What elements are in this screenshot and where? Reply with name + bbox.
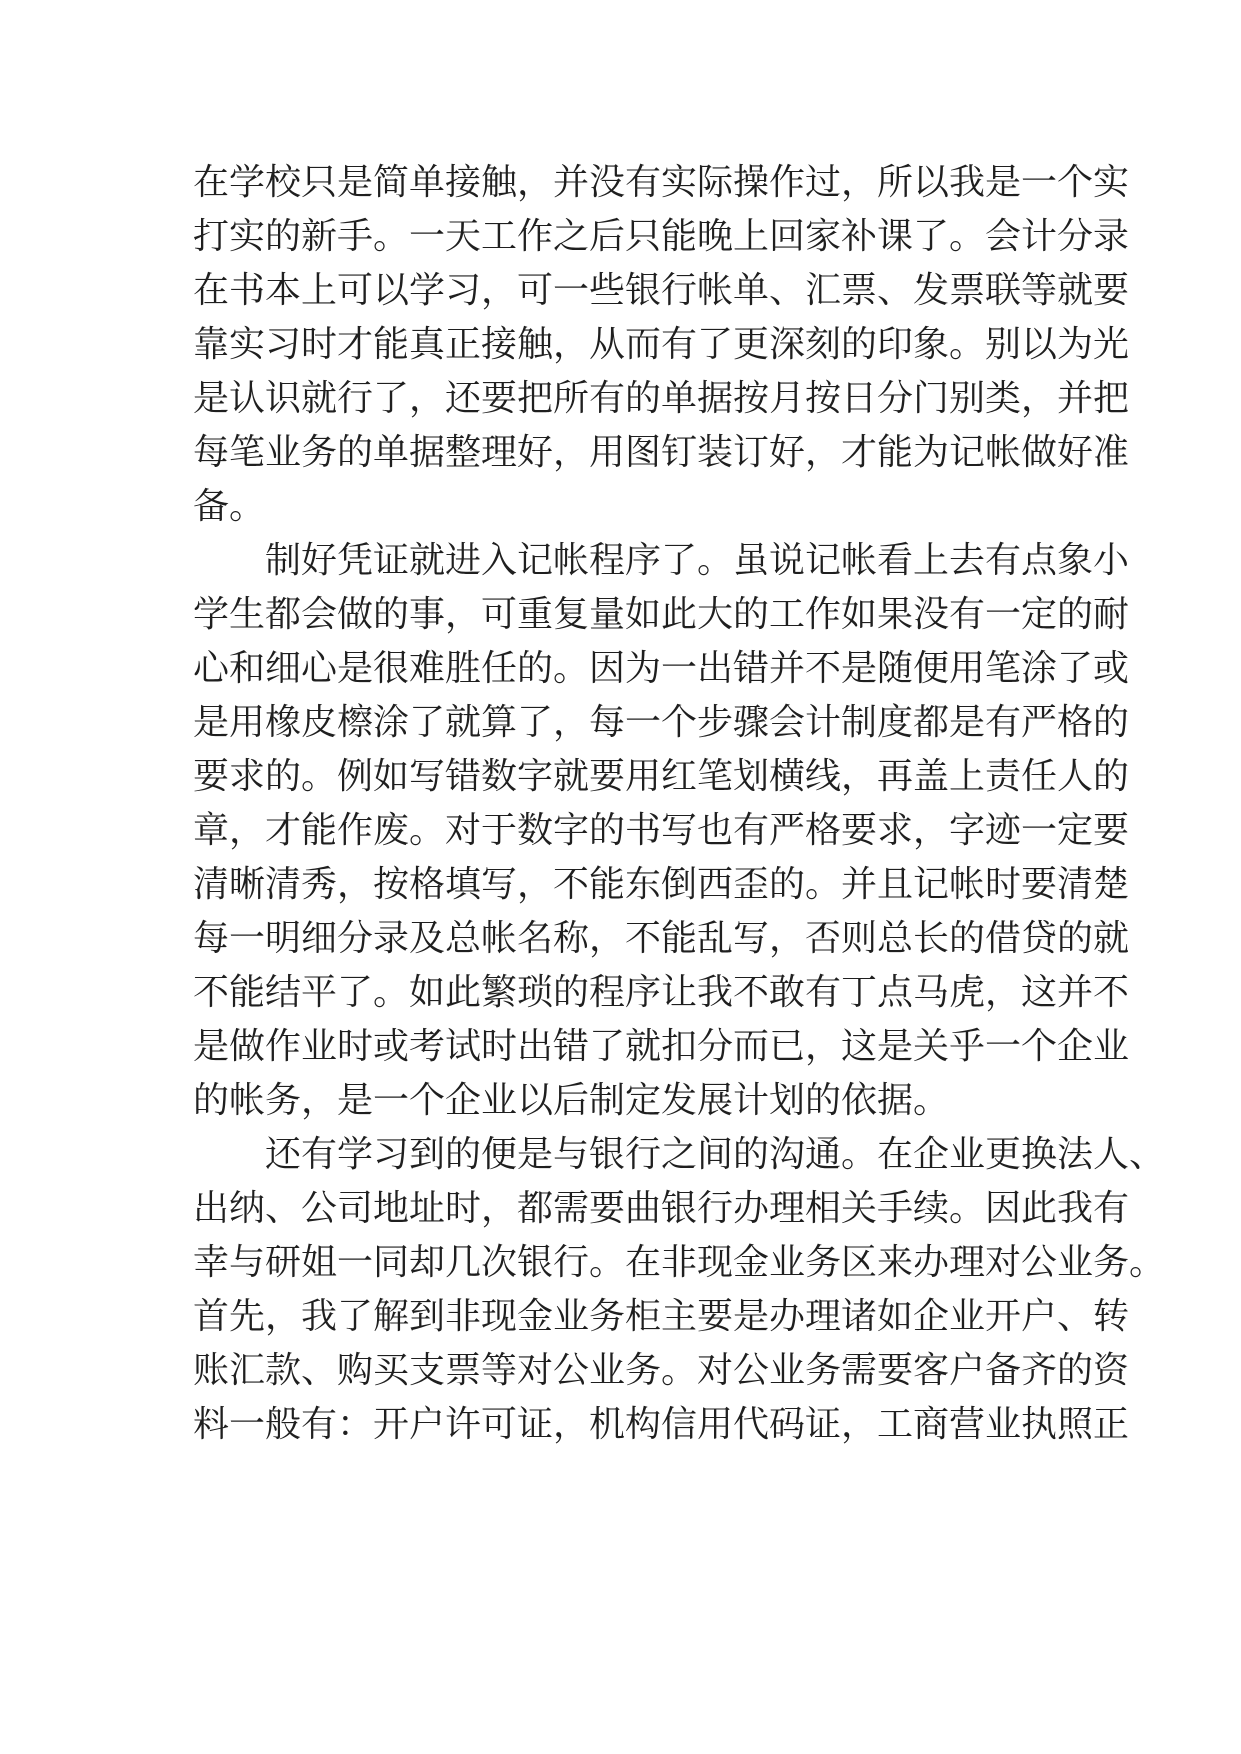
text-line: 每笔业务的单据整理好，用图钉装订好，才能为记帐做好准 — [193, 432, 1130, 473]
text-line: 账汇款、购买支票等对公业务。对公业务需要客户备齐的资 — [193, 1350, 1130, 1391]
text-line: 每一明细分录及总帐名称，不能乱写，否则总长的借贷的就 — [193, 918, 1130, 959]
text-line: 心和细心是很难胜任的。因为一出错并不是随便用笔涂了或 — [193, 648, 1130, 689]
document-body — [193, 156, 1166, 1452]
text-line: 是用橡皮檫涂了就算了，每一个步骤会计制度都是有严格的 — [193, 702, 1130, 743]
text-line: 料一般有：开户许可证，机构信用代码证，工商营业执照正 — [193, 1404, 1130, 1445]
text-line: 不能结平了。如此繁琐的程序让我不敢有丁点马虎，这并不 — [193, 972, 1130, 1013]
text-line: 制好凭证就进入记帐程序了。虽说记帐看上去有点象小 — [265, 540, 1130, 581]
text-line: 幸与研姐一同却几次银行。在非现金业务区来办理对公业务。 — [193, 1242, 1166, 1283]
text-line: 是做作业时或考试时出错了就扣分而已，这是关乎一个企业 — [193, 1026, 1130, 1067]
text-line: 在书本上可以学习，可一些银行帐单、汇票、发票联等就要 — [193, 270, 1130, 311]
text-line: 还有学习到的便是与银行之间的沟通。在企业更换法人、 — [265, 1134, 1166, 1175]
text-line: 学生都会做的事，可重复量如此大的工作如果没有一定的耐 — [193, 594, 1130, 635]
paragraph-1 — [193, 156, 1130, 534]
text-line: 章，才能作废。对于数字的书写也有严格要求，字迹一定要 — [193, 810, 1130, 851]
text-line: 是认识就行了，还要把所有的单据按月按日分门别类，并把 — [193, 378, 1130, 419]
paragraph-2 — [193, 534, 1130, 1128]
paragraph-3 — [193, 1128, 1166, 1452]
text-line: 在学校只是简单接触，并没有实际操作过，所以我是一个实 — [193, 162, 1130, 203]
text-line: 要求的。例如写错数字就要用红笔划横线，再盖上责任人的 — [193, 756, 1130, 797]
text-line: 的帐务，是一个企业以后制定发展计划的依据。 — [193, 1080, 950, 1121]
text-line: 靠实习时才能真正接触，从而有了更深刻的印象。别以为光 — [193, 324, 1130, 365]
text-line: 打实的新手。一天工作之后只能晚上回家补课了。会计分录 — [193, 216, 1130, 257]
text-line: 清晰清秀，按格填写，不能东倒西歪的。并且记帐时要清楚 — [193, 864, 1130, 905]
text-line: 出纳、公司地址时，都需要曲银行办理相关手续。因此我有 — [193, 1188, 1130, 1229]
text-line: 备。 — [193, 486, 266, 527]
text-line: 首先，我了解到非现金业务柜主要是办理诸如企业开户、转 — [193, 1296, 1130, 1337]
